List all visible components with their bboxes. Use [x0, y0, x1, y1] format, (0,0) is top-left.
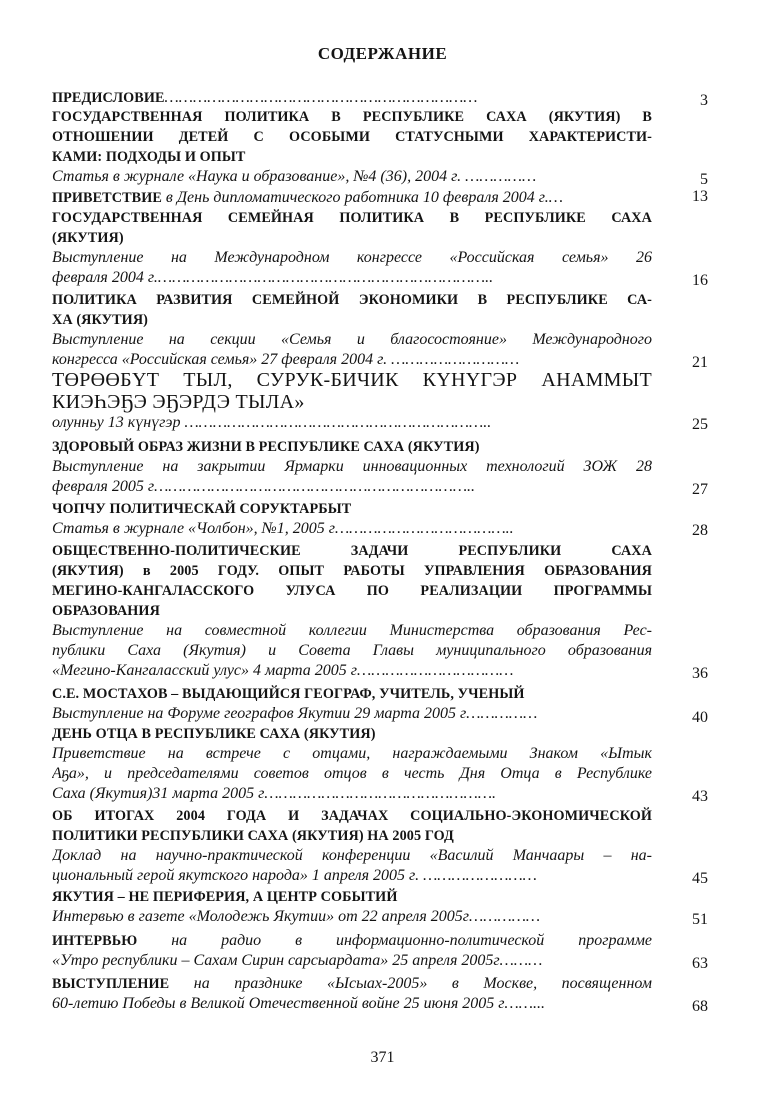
toc-line	[52, 704, 652, 724]
toc-line	[52, 350, 652, 370]
entry-title: КАМИ: ПОДХОДЫ И ОПЫТ	[52, 149, 246, 165]
entry-source: Саха (Якутия)31 марта 2005 г………………………………………….	[52, 785, 497, 802]
entry-title: ПРЕДИСЛОВИЕ	[52, 90, 165, 106]
toc-line	[52, 147, 652, 167]
entry-source: на радио в информационно-политической программе	[137, 932, 652, 949]
toc-line	[52, 724, 652, 744]
entry-title: ОТНОШЕНИИ ДЕТЕЙ С ОСОБЫМИ СТАТУСНЫМИ ХАРАКТЕРИСТИ-	[52, 129, 652, 145]
toc-line	[52, 413, 652, 433]
entry-page-number: 36	[692, 665, 708, 682]
toc-entry	[52, 541, 652, 681]
toc-line	[52, 519, 652, 539]
toc-entry	[52, 724, 652, 804]
toc-line	[52, 290, 652, 310]
toc-line	[52, 188, 652, 208]
entry-title: (ЯКУТИЯ)	[52, 230, 124, 246]
toc-entry	[52, 437, 652, 497]
entry-title: (ЯКУТИЯ) в 2005 ГОДУ. ОПЫТ РАБОТЫ УПРАВЛЕНИЯ ОБРАЗОВАНИЯ	[52, 563, 652, 579]
entry-title: ВЫСТУПЛЕНИЕ	[52, 976, 170, 992]
toc-line	[52, 561, 652, 581]
entry-page-number: 51	[692, 911, 708, 928]
toc-entry	[52, 188, 652, 208]
toc-line	[52, 866, 652, 886]
entry-page-number: 45	[692, 870, 708, 887]
toc-heading: СОДЕРЖАНИЕ	[317, 44, 448, 63]
entry-page-number: 5	[700, 171, 708, 188]
entry-page-number: 13	[692, 188, 708, 205]
toc-line	[52, 826, 652, 846]
toc-line	[52, 744, 652, 764]
entry-source: в День дипломатического работника 10 февраля 2004 г.…	[161, 189, 564, 206]
toc-entry	[52, 208, 652, 288]
entry-title: ЯКУТИЯ – НЕ ПЕРИФЕРИЯ, А ЦЕНТР СОБЫТИЙ	[52, 889, 398, 905]
toc-entry	[52, 499, 652, 539]
entry-source: Статья в журнале «Наука и образование», №4 (36), 2004 г. ……………	[52, 168, 537, 185]
toc-line	[52, 581, 652, 601]
entry-page-number: 25	[692, 416, 708, 433]
entry-title: ДЕНЬ ОТЦА В РЕСПУБЛИКЕ САХА (ЯКУТИЯ)	[52, 726, 376, 742]
entry-title: ГОСУДАРСТВЕННАЯ ПОЛИТИКА В РЕСПУБЛИКЕ САХА (ЯКУТИЯ) В	[52, 109, 652, 125]
entry-source: Выступление на закрытии Ярмарки инновационных технологий ЗОЖ 28	[52, 458, 652, 475]
entry-source: Выступление на Международном конгрессе «Российская семья» 26	[52, 249, 652, 266]
entry-source: конгресса «Российская семья» 27 февраля 2004 г. ………………………	[52, 351, 520, 368]
toc-entry	[52, 107, 652, 187]
toc-line	[52, 391, 652, 413]
entry-source: Выступление на Форуме географов Якутии 29 марта 2005 г……………	[52, 705, 538, 722]
toc-line	[52, 846, 652, 866]
entry-page-number: 63	[692, 955, 708, 972]
toc-entry	[52, 684, 652, 724]
entry-source: февраля 2004 г.……………………………………………………………..	[52, 269, 494, 286]
entry-source: Интервью в газете «Молодежь Якутии» от 22 апреля 2005г……………	[52, 908, 541, 925]
toc-line	[52, 806, 652, 826]
entry-source: Аҕа», и председателями советов отцов в честь Дня Отца в Республике	[52, 765, 652, 782]
toc-line	[52, 684, 652, 704]
toc-entry	[52, 369, 652, 433]
toc-line	[52, 541, 652, 561]
entry-title: ХА (ЯКУТИЯ)	[52, 312, 148, 328]
toc-line	[52, 268, 652, 288]
entry-page-number: 3	[700, 92, 708, 109]
toc-line	[52, 88, 652, 108]
toc-entry	[52, 974, 652, 1014]
entry-page-number: 43	[692, 788, 708, 805]
toc-line	[52, 330, 652, 350]
entry-source: циональный герой якутского народа» 1 апреля 2005 г. ……………………	[52, 867, 537, 884]
entry-source: …………………………………………………………	[164, 89, 478, 106]
toc-line	[52, 951, 652, 971]
entry-source: олунньу 13 күнүгэр ………………………………………………………..	[52, 414, 492, 431]
toc-line	[52, 208, 652, 228]
entry-title: ГОСУДАРСТВЕННАЯ СЕМЕЙНАЯ ПОЛИТИКА В РЕСПУБЛИКЕ САХА	[52, 210, 652, 226]
toc-line	[52, 764, 652, 784]
entry-title: ТӨРӨӨБҮТ ТЫЛ, СУРУК-БИЧИК КҮНҮГЭР АНАММЫТ	[52, 369, 652, 391]
toc-entry	[52, 887, 652, 927]
entry-title: ОБ ИТОГАХ 2004 ГОДА И ЗАДАЧАХ СОЦИАЛЬНО-ЭКОНОМИЧЕСКОЙ	[52, 808, 652, 824]
toc-line	[52, 641, 652, 661]
toc-entry	[52, 931, 652, 971]
entry-source: на празднике «Ысыах-2005» в Москве, посвященном	[169, 975, 652, 992]
entry-source: публики Саха (Якутия) и Совета Главы муниципального образования	[52, 642, 652, 659]
toc-line	[52, 477, 652, 497]
page-number: 371	[370, 1049, 395, 1066]
entry-title: ПРИВЕТСТВИЕ	[52, 190, 162, 206]
entry-source: Статья в журнале «Чолбон», №1, 2005 г………………………………..	[52, 520, 514, 537]
entry-page-number: 27	[692, 481, 708, 498]
toc-line	[52, 621, 652, 641]
toc-line	[52, 107, 652, 127]
toc-entry	[52, 88, 652, 108]
toc-line	[52, 499, 652, 519]
entry-title: ЗДОРОВЫЙ ОБРАЗ ЖИЗНИ В РЕСПУБЛИКЕ САХА (ЯКУТИЯ)	[52, 439, 480, 455]
toc-line	[52, 974, 652, 994]
toc-line	[52, 310, 652, 330]
entry-page-number: 40	[692, 709, 708, 726]
toc-line	[52, 369, 652, 391]
toc-entry	[52, 806, 652, 886]
toc-line	[52, 907, 652, 927]
entry-title: ПОЛИТИКА РАЗВИТИЯ СЕМЕЙНОЙ ЭКОНОМИКИ В РЕСПУБЛИКЕ СА-	[52, 292, 652, 308]
toc-line	[52, 601, 652, 621]
toc-line	[52, 661, 652, 681]
toc-line	[52, 457, 652, 477]
entry-title: ОБРАЗОВАНИЯ	[52, 603, 160, 619]
entry-title: ИНТЕРВЬЮ	[52, 933, 138, 949]
toc-line	[52, 228, 652, 248]
toc-line	[52, 248, 652, 268]
entry-source: Приветствие на встрече с отцами, награждаемыми Знаком «Ытык	[52, 745, 652, 762]
entry-title: ЧОПЧУ ПОЛИТИЧЕСКАЙ СОРУКТАРБЫТ	[52, 501, 352, 517]
entry-source: Выступление на совместной коллегии Министерства образования Рес-	[52, 622, 652, 639]
toc-line	[52, 167, 652, 187]
toc-line	[52, 994, 652, 1014]
toc-line	[52, 437, 652, 457]
toc-line	[52, 931, 652, 951]
entry-page-number: 16	[692, 272, 708, 289]
entry-page-number: 21	[692, 354, 708, 371]
entry-title: ПОЛИТИКИ РЕСПУБЛИКИ САХА (ЯКУТИЯ) НА 2005 ГОД	[52, 828, 454, 844]
toc-line	[52, 784, 652, 804]
entry-source: «Утро республики – Сахам Сирин сарсыардата» 25 апреля 2005г………	[52, 952, 543, 969]
entry-source: февраля 2005 г…………………………………………………………..	[52, 478, 476, 495]
toc-line	[52, 887, 652, 907]
entry-source: 60-летию Победы в Великой Отечественной войне 25 июня 2005 г……...	[52, 995, 545, 1012]
entry-source: Доклад на научно-практической конференции «Василий Манчаары – на-	[52, 847, 652, 864]
entry-page-number: 28	[692, 522, 708, 539]
toc-line	[52, 127, 652, 147]
entry-source: Выступление на секции «Семья и благосостояние» Международного	[52, 331, 652, 348]
entry-title: ОБЩЕСТВЕННО-ПОЛИТИЧЕСКИЕ ЗАДАЧИ РЕСПУБЛИКИ САХА	[52, 543, 652, 559]
entry-title: С.Е. МОСТАХОВ – ВЫДАЮЩИЙСЯ ГЕОГРАФ, УЧИТЕЛЬ, УЧЕНЫЙ	[52, 686, 525, 702]
entry-page-number: 68	[692, 998, 708, 1015]
toc-entry	[52, 290, 652, 370]
entry-title: КИЭҺЭҔЭ ЭҔЭРДЭ ТЫЛА»	[52, 391, 305, 413]
entry-source: «Мегино-Кангаласский улус» 4 марта 2005 г……………………………	[52, 662, 514, 679]
entry-title: МЕГИНО-КАНГАЛАССКОГО УЛУСА ПО РЕАЛИЗАЦИИ ПРОГРАММЫ	[52, 583, 652, 599]
